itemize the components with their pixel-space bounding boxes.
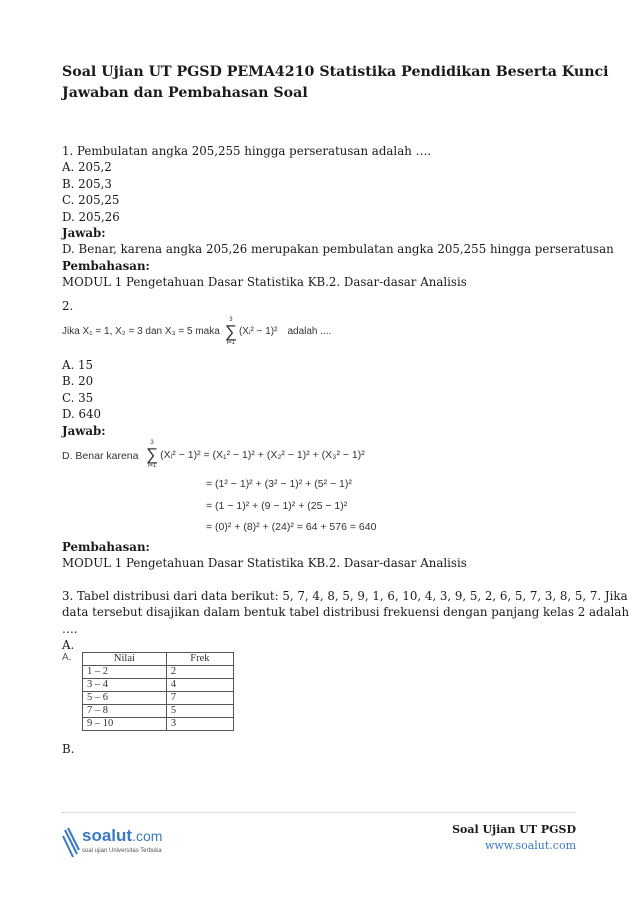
q2-answer-line-2: (Xᵢ² − 1)² = (X₁² − 1)² + (X₂² − 1)² + (X₃² − 1)²	[160, 448, 365, 461]
q1-pembahasan-label: Pembahasan:	[62, 258, 150, 273]
q2-answer-line-5: = (0)² + (8)² + (24)² = 64 + 576 = 640	[206, 521, 377, 533]
q2-pembahasan: MODUL 1 Pengetahuan Dasar Statistika KB.2. Dasar-dasar Analisis	[62, 556, 467, 571]
title-line-1: Soal Ujian UT PGSD PEMA4210 Statistika Pendidikan Beserta Kunci	[62, 64, 609, 80]
q1-option-d: D. 205,26	[62, 209, 120, 224]
question-1	[62, 143, 614, 291]
logo-tagline: soal ujian Universitas Terbuka	[82, 848, 162, 854]
table-header-nilai: Nilai	[83, 653, 167, 666]
footer-title: Soal Ujian UT PGSD	[452, 823, 576, 836]
q2-answer-sum-symbol: 3 ∑ i=1	[146, 440, 159, 469]
table-row: 1 – 2 2	[83, 666, 234, 679]
table-row: 5 – 6 7	[83, 692, 234, 705]
q3-table-option-label: A.	[62, 652, 72, 663]
q1-answer: D. Benar, karena angka 205,26 merupakan pembulatan angka 205,255 hingga perseratusan	[62, 242, 614, 257]
q2-image-text: Jika X₁ = 1, X₂ = 3 dan X₃ = 5 maka	[62, 325, 220, 337]
q3-text-line-2: data tersebut disajikan dalam bentuk tabel distribusi frekuensi dengan panjang kelas 2 adalah	[62, 605, 630, 620]
table-row: 3 – 4 4	[83, 679, 234, 692]
q1-option-b: B. 205,3	[62, 176, 112, 191]
table-row: 7 – 8 5	[83, 705, 234, 718]
q2-sum-symbol: 3 ∑ i=1	[224, 316, 237, 346]
q3-text-line-3: ….	[62, 621, 78, 636]
footer-url-link[interactable]: www.soalut.com	[485, 839, 576, 852]
frequency-table	[82, 652, 234, 731]
page-title	[62, 62, 609, 104]
q3-text-line-1: 3. Tabel distribusi dari data berikut: 5, 7, 4, 8, 5, 9, 1, 6, 10, 4, 3, 9, 5, 2, 6, 5, 7, 3, 8, 5, 7. Jika	[62, 589, 628, 603]
title-line-2: Jawaban dan Pembahasan Soal	[62, 85, 308, 101]
q2-answer-line-1: D. Benar karena	[62, 450, 139, 462]
logo-pencil-icon	[62, 824, 80, 860]
q2-option-c: C. 35	[62, 390, 94, 405]
q3-option-a: A.	[62, 638, 75, 653]
logo-wordmark: soalut.com	[82, 826, 163, 845]
q2-option-a: A. 15	[62, 358, 94, 372]
table-header-frek: Frek	[166, 653, 233, 666]
q1-text: 1. Pembulatan angka 205,255 hingga perseratusan adalah ….	[62, 144, 432, 158]
footer-divider	[62, 812, 576, 813]
q2-pembahasan-label: Pembahasan:	[62, 540, 150, 554]
q2-option-b: B. 20	[62, 374, 94, 389]
q2-image-expr: (Xᵢ² − 1)²	[238, 325, 278, 337]
question-2-number: 2.	[62, 299, 74, 313]
question-2-pembahasan	[62, 539, 582, 572]
question-3-option-b	[62, 741, 582, 757]
q2-image-suffix: adalah ....	[287, 325, 332, 337]
question-3	[62, 588, 630, 654]
q1-jawab-label: Jawab:	[62, 226, 106, 241]
q1-option-c: C. 205,25	[62, 193, 120, 208]
q2-jawab-label: Jawab:	[62, 423, 106, 438]
q3-option-b: B.	[62, 742, 75, 756]
q2-answer-line-4: = (1 − 1)² + (9 − 1)² + (25 − 1)²	[206, 500, 348, 512]
footer-info	[452, 822, 576, 854]
q2-answer-line-2-wrap	[146, 440, 365, 469]
q1-option-a: A. 205,2	[62, 160, 112, 175]
table-row: 9 – 10 3	[83, 718, 234, 731]
q2-answer-image	[62, 440, 392, 532]
q2-option-d: D. 640	[62, 407, 102, 422]
site-logo[interactable]	[62, 822, 182, 862]
question-2-options	[62, 357, 582, 439]
q2-question-image	[62, 318, 352, 344]
q1-pembahasan: MODUL 1 Pengetahuan Dasar Statistika KB.2. Dasar-dasar Analisis	[62, 275, 467, 290]
q2-answer-line-3: = (1² − 1)² + (3² − 1)² + (5² − 1)²	[206, 478, 352, 490]
q3-table-image	[62, 652, 302, 737]
